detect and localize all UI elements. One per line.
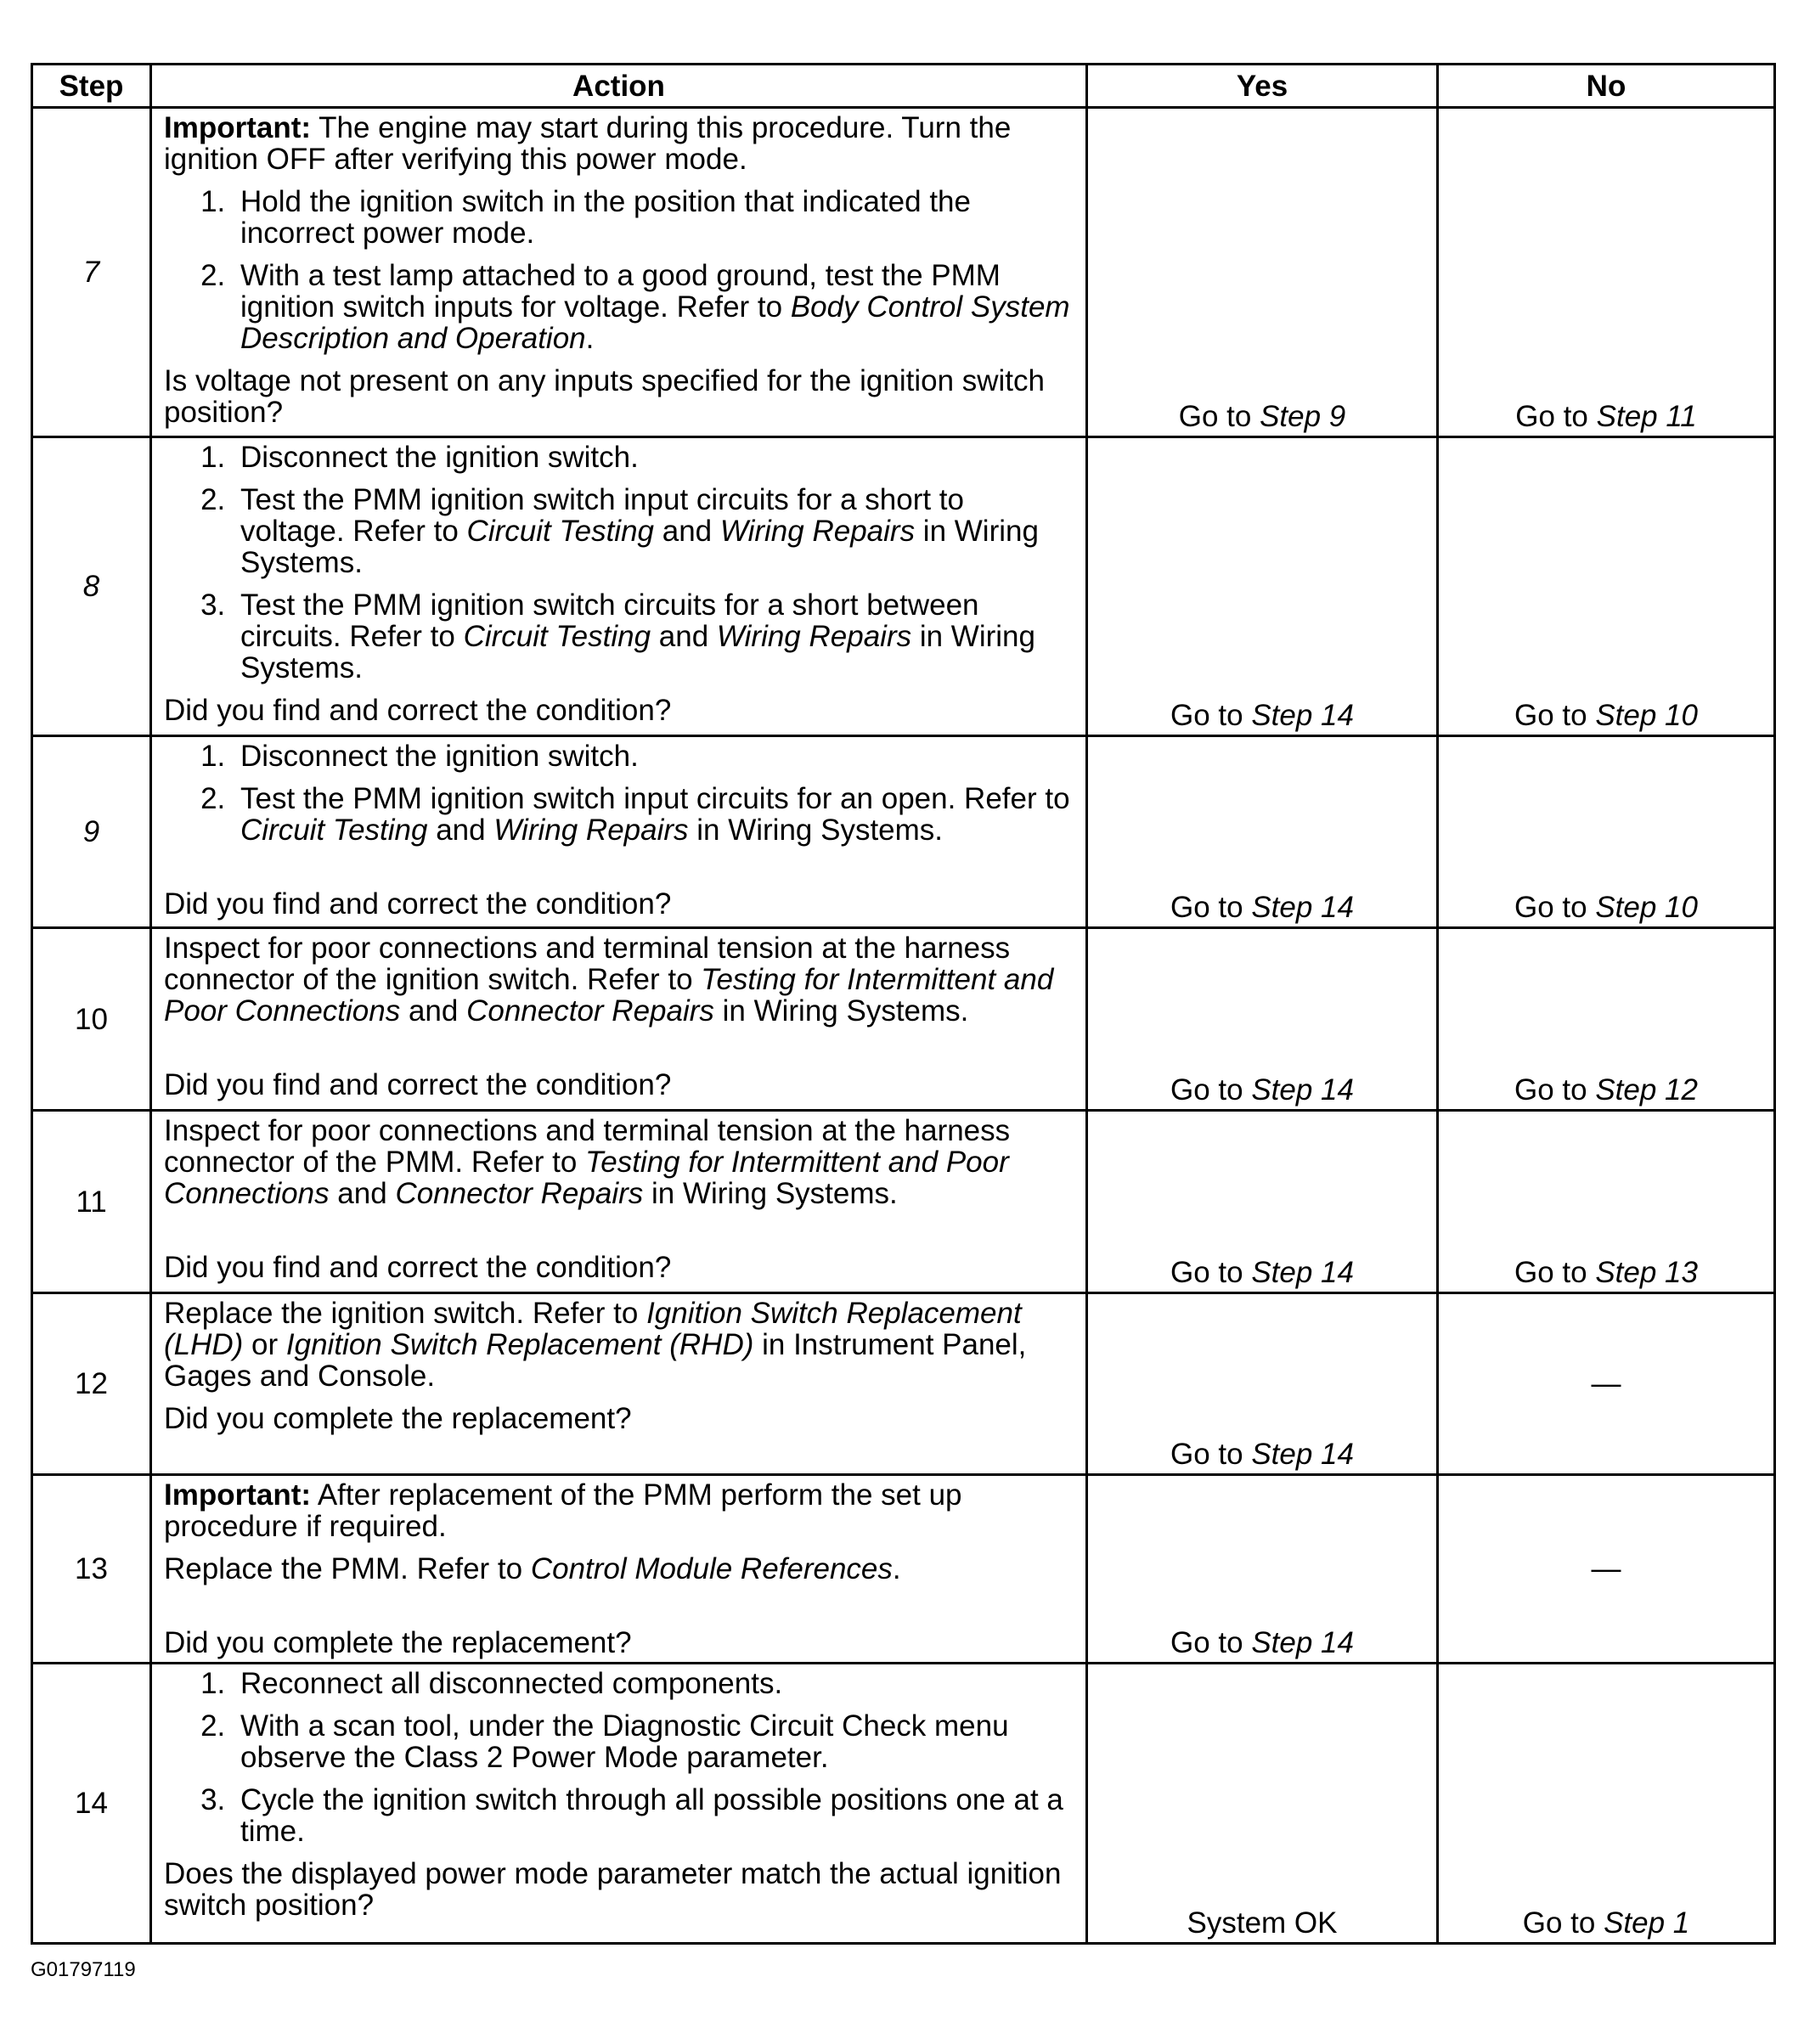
reference-link-text: Connector Repairs <box>466 994 714 1028</box>
step-number: 10 <box>32 928 151 1111</box>
reference-link-text: Step 10 <box>1595 699 1698 732</box>
text-run: The engine may start during this procedure. Turn the ignition OFF after verifying this power mode. <box>164 111 1012 176</box>
reference-link-text: Step 14 <box>1251 1073 1354 1106</box>
action-paragraph <box>164 112 1074 175</box>
reference-link-text: Step 14 <box>1251 699 1354 732</box>
action-cell <box>151 928 1087 1111</box>
procedure-step <box>234 260 1074 354</box>
text-run: and <box>654 515 720 548</box>
question-text <box>164 1069 1074 1101</box>
procedure-step <box>234 442 1074 473</box>
figure-id: G01797119 <box>31 1958 136 1981</box>
text-run: Did you complete the replacement? <box>164 1402 632 1435</box>
action-paragraph <box>164 1479 1074 1542</box>
text-run: With a scan tool, under the Diagnostic Circuit Check menu observe the Class 2 Power Mode parameter. <box>240 1709 1009 1774</box>
no-result <box>1438 108 1775 437</box>
reference-link-text: Control Module References <box>530 1552 893 1585</box>
no-result <box>1438 1111 1775 1293</box>
question-text <box>164 1858 1074 1921</box>
no-result <box>1438 1664 1775 1944</box>
reference-link-text: Ignition Switch Replacement (LHD) <box>164 1297 1022 1361</box>
text-run: Go to <box>1170 1626 1252 1659</box>
step-number: 9 <box>32 736 151 928</box>
reference-link-text: Step 11 <box>1596 400 1697 433</box>
step-number: 12 <box>32 1293 151 1475</box>
reference-link-text: Testing for Intermittent and Poor Connections <box>164 963 1054 1028</box>
procedure-step <box>234 1710 1074 1773</box>
yes-result <box>1087 108 1438 437</box>
reference-link-text: Wiring Repairs <box>719 515 916 548</box>
text-run: Reconnect all disconnected components. <box>240 1667 783 1700</box>
reference-link-text: Circuit Testing <box>463 620 651 653</box>
action-paragraph <box>164 1298 1074 1392</box>
text-run: . <box>585 322 595 355</box>
question-text <box>164 888 1074 920</box>
action-cell <box>151 1111 1087 1293</box>
table-header-row <box>32 65 1775 108</box>
numbered-steps <box>164 1668 1074 1847</box>
text-run: Disconnect the ignition switch. <box>240 441 639 474</box>
yes-result <box>1087 1111 1438 1293</box>
table-row <box>32 928 1775 1111</box>
yes-result <box>1087 1293 1438 1475</box>
header-step: Step <box>32 65 151 108</box>
text-run: Go to <box>1514 699 1596 732</box>
procedure-step <box>234 589 1074 684</box>
table-row <box>32 437 1775 736</box>
procedure-step <box>234 484 1074 578</box>
table-row <box>32 736 1775 928</box>
header-yes: Yes <box>1087 65 1438 108</box>
numbered-steps <box>164 186 1074 354</box>
yes-result <box>1087 437 1438 736</box>
question-text <box>164 1627 1074 1658</box>
text-run: in Wiring Systems. <box>240 620 1035 684</box>
text-run: or <box>243 1328 286 1361</box>
text-run: Go to <box>1178 400 1260 433</box>
text-run: Disconnect the ignition switch. <box>240 740 639 773</box>
text-run: and <box>400 994 467 1028</box>
text-run: in Wiring Systems. <box>688 814 944 847</box>
text-run: Did you find and correct the condition? <box>164 1251 672 1284</box>
text-run: Hold the ignition switch in the position that indicated the incorrect power mode. <box>240 185 971 250</box>
reference-link-text: Step 10 <box>1595 891 1698 924</box>
text-run: Inspect for poor connections and terminal tension at the harness connector of the PMM. Refer to <box>164 1114 1011 1179</box>
step-number: 11 <box>32 1111 151 1293</box>
question-text <box>164 1403 1074 1434</box>
text-run: Go to <box>1170 1073 1252 1106</box>
no-result <box>1438 437 1775 736</box>
diagnostic-table <box>31 63 1776 1945</box>
question-text <box>164 1252 1074 1283</box>
yes-result <box>1087 1475 1438 1664</box>
table-row <box>32 1475 1775 1664</box>
table-row <box>32 1293 1775 1475</box>
action-cell <box>151 1475 1087 1664</box>
question-text <box>164 365 1074 428</box>
text-run: Go to <box>1522 1906 1604 1940</box>
question-text <box>164 695 1074 726</box>
reference-link-text: Step 12 <box>1595 1073 1698 1106</box>
procedure-step <box>234 1784 1074 1847</box>
text-run: Did you find and correct the condition? <box>164 694 672 727</box>
text-run: With a test lamp attached to a good ground, test the PMM ignition switch inputs for voltage. Refer to <box>240 259 1001 324</box>
text-run: in Wiring Systems. <box>713 994 969 1028</box>
text-run: Test the PMM ignition switch circuits for a short between circuits. Refer to <box>240 588 979 653</box>
numbered-steps <box>164 740 1074 846</box>
yes-result <box>1087 736 1438 928</box>
reference-link-text: Step 1 <box>1604 1906 1690 1940</box>
reference-link-text: Step 14 <box>1251 1256 1354 1289</box>
text-run: in Instrument Panel, Gages and Console. <box>164 1328 1027 1393</box>
text-run: Did you find and correct the condition? <box>164 1068 672 1101</box>
header-no: No <box>1438 65 1775 108</box>
action-cell <box>151 1664 1087 1944</box>
step-number: 8 <box>32 437 151 736</box>
text-run: Go to <box>1514 1073 1596 1106</box>
step-number: 13 <box>32 1475 151 1664</box>
action-cell <box>151 1293 1087 1475</box>
text-run: in Wiring Systems. <box>643 1177 898 1210</box>
text-run: Test the PMM ignition switch input circuits for a short to voltage. Refer to <box>240 483 964 548</box>
reference-link-text: Ignition Switch Replacement (RHD) <box>285 1328 754 1361</box>
action-cell <box>151 437 1087 736</box>
reference-link-text: Connector Repairs <box>395 1177 644 1210</box>
procedure-step <box>234 1668 1074 1699</box>
text-run: Go to <box>1514 1256 1596 1289</box>
no-result <box>1438 928 1775 1111</box>
text-run: Go to <box>1514 891 1596 924</box>
text-run: and <box>651 620 717 653</box>
text-run: Go to <box>1515 400 1597 433</box>
text-run: Is voltage not present on any inputs specified for the ignition switch position? <box>164 364 1045 429</box>
text-run: Cycle the ignition switch through all possible positions one at a time. <box>240 1783 1063 1848</box>
step-number: 7 <box>32 108 151 437</box>
reference-link-text: Circuit Testing <box>240 814 428 847</box>
action-paragraph <box>164 1115 1074 1209</box>
table-body <box>32 108 1775 1944</box>
reference-link-text: Step 14 <box>1251 891 1354 924</box>
reference-link-text: Wiring Repairs <box>493 814 689 847</box>
table-row <box>32 1111 1775 1293</box>
no-result-dash: — <box>1438 1293 1775 1475</box>
table-row <box>32 1664 1775 1944</box>
reference-link-text: Step 13 <box>1595 1256 1698 1289</box>
reference-link-text: Circuit Testing <box>466 515 655 548</box>
reference-link-text: Body Control System Description and Operation <box>240 290 1070 355</box>
important-label: Important: <box>164 111 312 144</box>
action-cell <box>151 736 1087 928</box>
no-result <box>1438 736 1775 928</box>
reference-link-text: Testing for Intermittent and Poor Connections <box>164 1146 1009 1210</box>
no-result-dash: — <box>1438 1475 1775 1664</box>
text-run: Replace the ignition switch. Refer to <box>164 1297 647 1330</box>
reference-link-text: Step 14 <box>1251 1438 1354 1471</box>
yes-result <box>1087 1664 1438 1944</box>
text-run: and <box>427 814 494 847</box>
text-run: Go to <box>1170 1438 1252 1471</box>
reference-link-text: Step 9 <box>1260 400 1346 433</box>
numbered-steps <box>164 442 1074 684</box>
header-action: Action <box>151 65 1087 108</box>
procedure-step <box>234 186 1074 249</box>
text-run: Inspect for poor connections and terminal tension at the harness connector of the ignition switch. Refer to <box>164 932 1011 996</box>
text-run: Test the PMM ignition switch input circuits for an open. Refer to <box>240 782 1070 815</box>
text-run: After replacement of the PMM perform the set up procedure if required. <box>164 1478 962 1543</box>
procedure-step <box>234 740 1074 772</box>
text-run: Did you complete the replacement? <box>164 1626 632 1659</box>
text-run: and <box>329 1177 396 1210</box>
text-run: Replace the PMM. Refer to <box>164 1552 531 1585</box>
text-run: Go to <box>1170 891 1252 924</box>
text-run: Did you find and correct the condition? <box>164 887 672 921</box>
text-run: Go to <box>1170 699 1252 732</box>
action-cell <box>151 108 1087 437</box>
text-run: System OK <box>1187 1906 1338 1940</box>
table-row <box>32 108 1775 437</box>
step-number: 14 <box>32 1664 151 1944</box>
action-paragraph <box>164 932 1074 1027</box>
reference-link-text: Wiring Repairs <box>716 620 912 653</box>
action-paragraph <box>164 1553 1074 1585</box>
procedure-step <box>234 783 1074 846</box>
text-run: . <box>892 1552 901 1585</box>
text-run: in Wiring Systems. <box>240 515 1039 579</box>
text-run: Go to <box>1170 1256 1252 1289</box>
important-label: Important: <box>164 1478 312 1512</box>
text-run: Does the displayed power mode parameter match the actual ignition switch position? <box>164 1857 1062 1922</box>
reference-link-text: Step 14 <box>1251 1626 1354 1659</box>
yes-result <box>1087 928 1438 1111</box>
